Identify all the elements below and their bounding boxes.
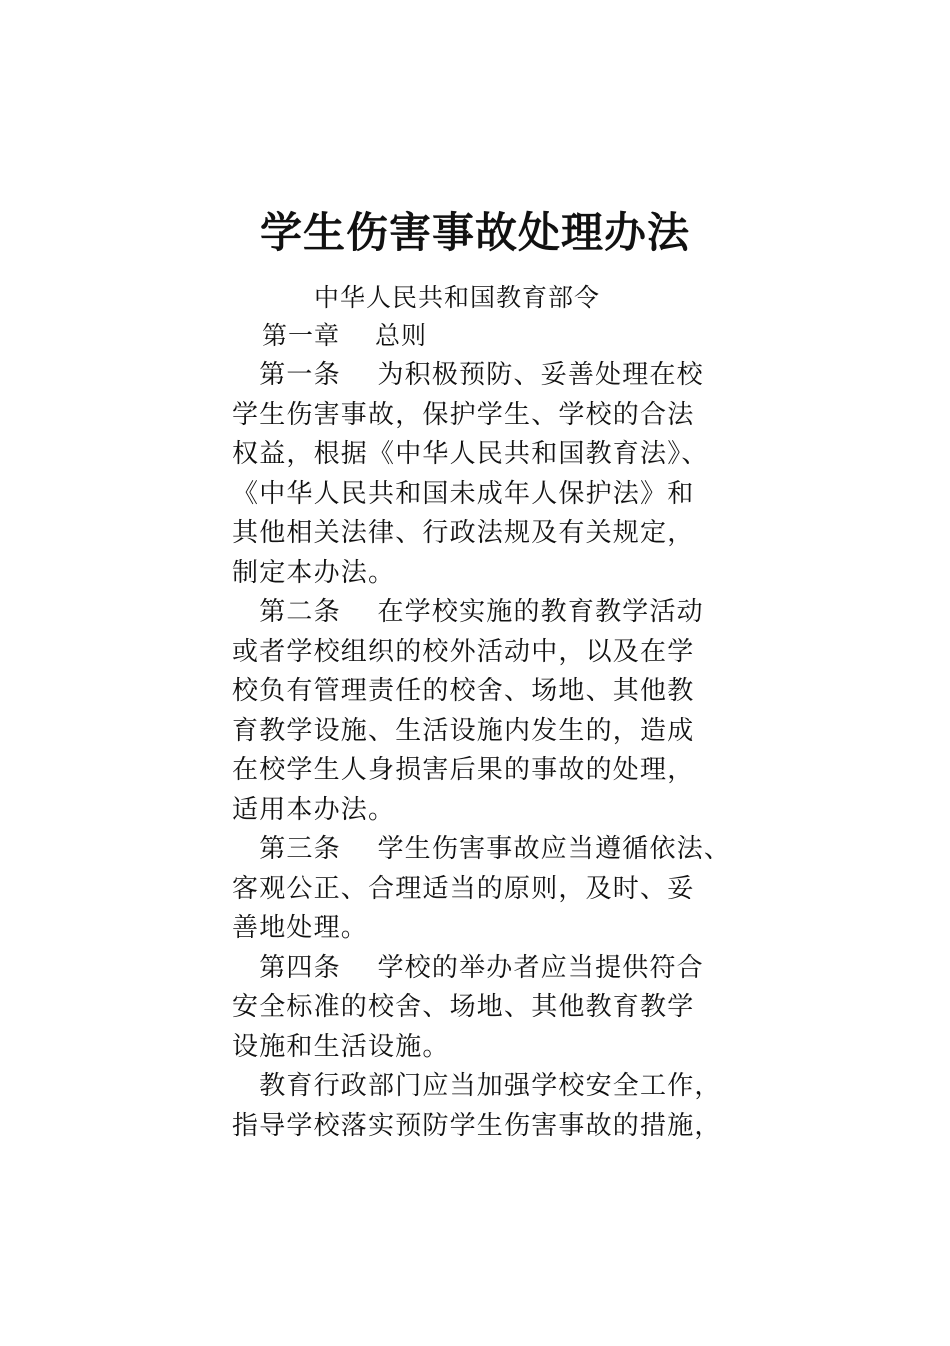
body-line: 安全标准的校舍、场地、其他教育教学 — [232, 992, 695, 1022]
body-line: 校负有管理责任的校舍、场地、其他教 — [232, 676, 695, 706]
body-line: 教育行政部门应当加强学校安全工作， — [232, 1071, 722, 1101]
issuer-line: 中华人民共和国教育部令 — [314, 283, 601, 312]
chapter-heading: 第一章 总则 — [262, 321, 427, 350]
body-line: 善地处理。 — [232, 913, 369, 943]
body-line: 权益，根据《中华人民共和国教育法》、 — [232, 439, 709, 469]
body-line: 或者学校组织的校外活动中，以及在学 — [232, 636, 695, 667]
body-line: 学生伤害事故，保护学生、学校的合法 — [232, 399, 695, 430]
document-body — [232, 356, 732, 1146]
body-line: 在校学生人身损害后果的事故的处理， — [232, 755, 695, 785]
document-title: 学生伤害事故处理办法 — [259, 208, 690, 257]
body-line: 客观公正、合理适当的原则，及时、妥 — [232, 873, 695, 904]
body-line: 育教学设施、生活设施内发生的，造成 — [232, 715, 695, 746]
body-line: 其他相关法律、行政法规及有关规定， — [232, 518, 695, 548]
body-line: 《中华人民共和国未成年人保护法》和 — [232, 478, 695, 509]
body-line: 第四条 学校的举办者应当提供符合 — [232, 952, 704, 983]
body-line: 设施和生活设施。 — [232, 1031, 450, 1062]
body-line: 第三条 学生伤害事故应当遵循依法、 — [232, 834, 732, 864]
body-line: 第二条 在学校实施的教育教学活动 — [232, 597, 704, 627]
body-line: 适用本办法。 — [232, 794, 396, 825]
body-line: 第一条 为积极预防、妥善处理在校 — [232, 360, 704, 390]
body-line: 指导学校落实预防学生伤害事故的措施， — [232, 1110, 722, 1141]
body-line: 制定本办法。 — [232, 557, 396, 588]
